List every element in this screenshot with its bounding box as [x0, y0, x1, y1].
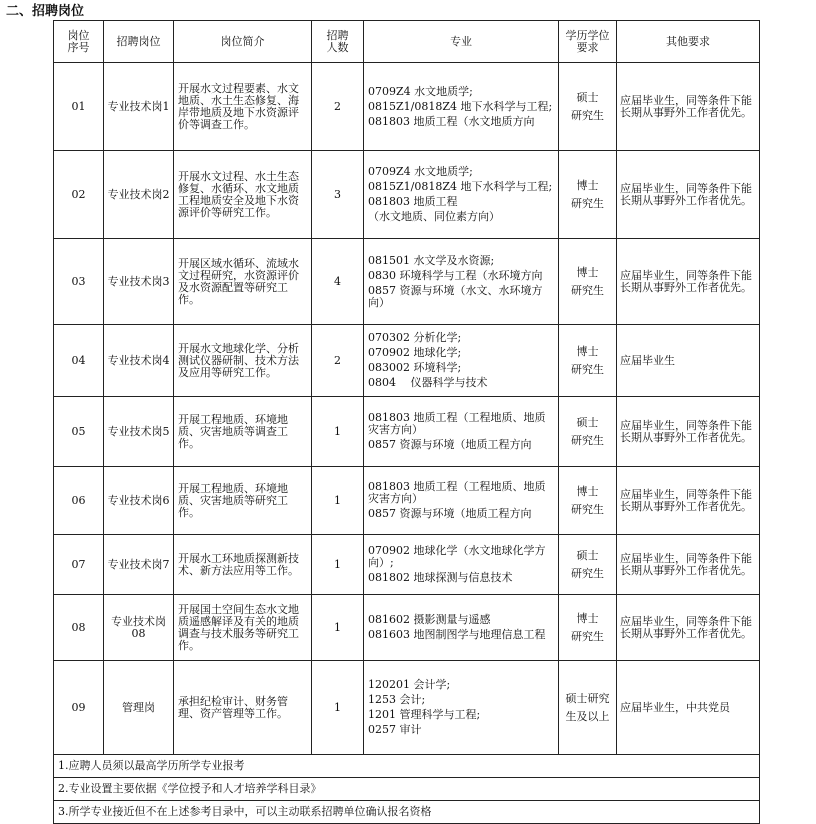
cell-position: 专业技术岗4 — [104, 325, 174, 397]
cell-desc: 开展水文过程要素、水文地质、水土生态修复、海岸带地质及地下水资源评价等调查工作。 — [174, 63, 312, 151]
cell-seq: 07 — [54, 535, 104, 595]
cell-count: 2 — [312, 63, 364, 151]
major-item: 070902 地球化学（水文地球化学方向）; — [368, 544, 546, 569]
table-row — [54, 239, 760, 325]
major-item: 081803 地质工程 — [368, 195, 458, 208]
cell-edu — [559, 595, 617, 661]
table-row — [54, 63, 760, 151]
major-item: 081602 摄影测量与遥感 — [368, 613, 491, 626]
cell-position: 专业技术岗5 — [104, 397, 174, 467]
cell-seq: 04 — [54, 325, 104, 397]
cell-other: 应届毕业生，中共党员 — [617, 661, 760, 755]
cell-desc: 开展水工环地质探测新技术、新方法应用等工作。 — [174, 535, 312, 595]
edu-line: 博士 — [576, 265, 599, 279]
cell-other: 应届毕业生 — [617, 325, 760, 397]
cell-seq: 01 — [54, 63, 104, 151]
edu-line: 研究生 — [571, 433, 604, 447]
edu-line: 研究生 — [571, 566, 604, 580]
cell-count: 4 — [312, 239, 364, 325]
edu-line: 博士 — [576, 484, 599, 498]
major-item: （水文地质、同位素方向） — [368, 210, 500, 223]
cell-major — [364, 535, 559, 595]
cell-edu — [559, 467, 617, 535]
cell-seq: 09 — [54, 661, 104, 755]
cell-count: 2 — [312, 325, 364, 397]
cell-count: 1 — [312, 535, 364, 595]
cell-other: 应届毕业生，同等条件下能长期从事野外工作者优先。 — [617, 535, 760, 595]
note-3: 3.所学专业接近但不在上述参考目录中，可以主动联系招聘单位确认报名资格 — [54, 801, 760, 824]
major-item: 081802 地球探测与信息技术 — [368, 571, 513, 584]
cell-major — [364, 325, 559, 397]
cell-other: 应届毕业生，同等条件下能长期从事野外工作者优先。 — [617, 239, 760, 325]
major-item: 0815Z1/0818Z4 地下水科学与工程; — [368, 180, 553, 193]
cell-position: 专业技术岗08 — [104, 595, 174, 661]
cell-edu — [559, 239, 617, 325]
major-item: 070902 地球化学; — [368, 346, 462, 359]
cell-major — [364, 661, 559, 755]
major-item: 120201 会计学; — [368, 678, 451, 691]
major-item: 081803 地质工程（工程地质、地质灾害方向） — [368, 411, 546, 436]
table-row — [54, 535, 760, 595]
major-item: 0804 仪器科学与技术 — [368, 376, 488, 389]
table-row — [54, 467, 760, 535]
major-item: 1201 管理科学与工程; — [368, 708, 481, 721]
cell-position: 专业技术岗1 — [104, 63, 174, 151]
table-row — [54, 325, 760, 397]
cell-desc: 开展水文地球化学、分析测试仪器研制、技术方法及应用等研究工作。 — [174, 325, 312, 397]
cell-major — [364, 595, 559, 661]
header-edu: 学历学位 要求 — [559, 21, 617, 63]
cell-desc: 开展工程地质、环境地质、灾害地质等研究工作。 — [174, 467, 312, 535]
cell-desc: 开展国土空间生态水文地质遥感解译及有关的地质调查与技术服务等研究工作。 — [174, 595, 312, 661]
edu-line: 生及以上 — [565, 709, 610, 723]
edu-line: 硕士研究 — [565, 691, 610, 705]
table-header-row — [54, 21, 760, 63]
cell-position: 专业技术岗6 — [104, 467, 174, 535]
header-desc: 岗位简介 — [174, 21, 312, 63]
edu-line: 硕士 — [576, 90, 599, 104]
cell-edu — [559, 63, 617, 151]
edu-line: 研究生 — [571, 283, 604, 297]
cell-position: 专业技术岗3 — [104, 239, 174, 325]
cell-major — [364, 151, 559, 239]
cell-edu — [559, 661, 617, 755]
cell-desc: 开展水文过程、水土生态修复、水循环、水文地质工程地质安全及地下水资源评价等研究工作。 — [174, 151, 312, 239]
major-item: 070302 分析化学; — [368, 331, 462, 344]
edu-line: 研究生 — [571, 196, 604, 210]
major-item: 0857 资源与环境（地质工程方向 — [368, 438, 532, 451]
cell-other: 应届毕业生，同等条件下能长期从事野外工作者优先。 — [617, 467, 760, 535]
section-title: 二、招聘岗位 — [6, 4, 85, 19]
cell-seq: 06 — [54, 467, 104, 535]
cell-seq: 05 — [54, 397, 104, 467]
cell-edu — [559, 325, 617, 397]
cell-other: 应届毕业生，同等条件下能长期从事野外工作者优先。 — [617, 63, 760, 151]
header-position: 招聘岗位 — [104, 21, 174, 63]
cell-edu — [559, 397, 617, 467]
cell-seq: 02 — [54, 151, 104, 239]
recruitment-table — [53, 20, 760, 824]
major-item: 0709Z4 水文地质学; — [368, 84, 473, 98]
table-row — [54, 397, 760, 467]
cell-other: 应届毕业生，同等条件下能长期从事野外工作者优先。 — [617, 397, 760, 467]
cell-other: 应届毕业生，同等条件下能长期从事野外工作者优先。 — [617, 595, 760, 661]
major-item: 0815Z1/0818Z4 地下水科学与工程; — [368, 99, 553, 113]
cell-desc: 开展区域水循环、流域水文过程研究，水资源评价及水资源配置等研究工作。 — [174, 239, 312, 325]
edu-line: 博士 — [576, 344, 599, 358]
cell-major — [364, 397, 559, 467]
cell-major — [364, 63, 559, 151]
major-item: 083002 环境科学; — [368, 361, 462, 374]
edu-line: 研究生 — [571, 108, 604, 122]
header-other: 其他要求 — [617, 21, 760, 63]
edu-line: 研究生 — [571, 629, 604, 643]
cell-other: 应届毕业生，同等条件下能长期从事野外工作者优先。 — [617, 151, 760, 239]
cell-edu — [559, 535, 617, 595]
header-major: 专业 — [364, 21, 559, 63]
cell-seq: 08 — [54, 595, 104, 661]
cell-edu — [559, 151, 617, 239]
cell-seq: 03 — [54, 239, 104, 325]
cell-position: 专业技术岗7 — [104, 535, 174, 595]
cell-position: 管理岗 — [104, 661, 174, 755]
cell-count: 1 — [312, 397, 364, 467]
edu-line: 博士 — [576, 178, 599, 192]
cell-count: 1 — [312, 467, 364, 535]
major-item: 0709Z4 水文地质学; — [368, 165, 473, 178]
major-item: 0857 资源与环境（地质工程方向 — [368, 507, 532, 520]
edu-line: 博士 — [576, 611, 599, 625]
header-count: 招聘 人数 — [312, 21, 364, 63]
cell-count: 1 — [312, 595, 364, 661]
cell-position: 专业技术岗2 — [104, 151, 174, 239]
note-2: 2.专业设置主要依据《学位授予和人才培养学科目录》 — [54, 778, 760, 801]
major-item: 1253 会计; — [368, 693, 426, 706]
cell-desc: 开展工程地质、环境地质、灾害地质等调查工作。 — [174, 397, 312, 467]
edu-line: 研究生 — [571, 362, 604, 376]
major-item: 0857 资源与环境（水文、水环境方向） — [368, 283, 543, 309]
table-row — [54, 661, 760, 755]
note-1: 1.应聘人员须以最高学历所学专业报考 — [54, 755, 760, 778]
cell-count: 3 — [312, 151, 364, 239]
cell-desc: 承担纪检审计、财务管理、资产管理等工作。 — [174, 661, 312, 755]
header-seq: 岗位 序号 — [54, 21, 104, 63]
major-item: 081501 水文学及水资源; — [368, 253, 495, 267]
edu-line: 硕士 — [576, 548, 599, 562]
edu-line: 研究生 — [571, 502, 604, 516]
edu-line: 硕士 — [576, 415, 599, 429]
table-row — [54, 151, 760, 239]
major-item: 081803 地质工程（水文地质方向 — [368, 114, 535, 128]
cell-major — [364, 467, 559, 535]
table-row — [54, 595, 760, 661]
cell-major — [364, 239, 559, 325]
cell-count: 1 — [312, 661, 364, 755]
major-item: 0257 审计 — [368, 723, 422, 736]
major-item: 0830 环境科学与工程（水环境方向 — [368, 268, 543, 282]
major-item: 081803 地质工程（工程地质、地质灾害方向） — [368, 480, 546, 505]
major-item: 081603 地图制图学与地理信息工程 — [368, 628, 546, 641]
